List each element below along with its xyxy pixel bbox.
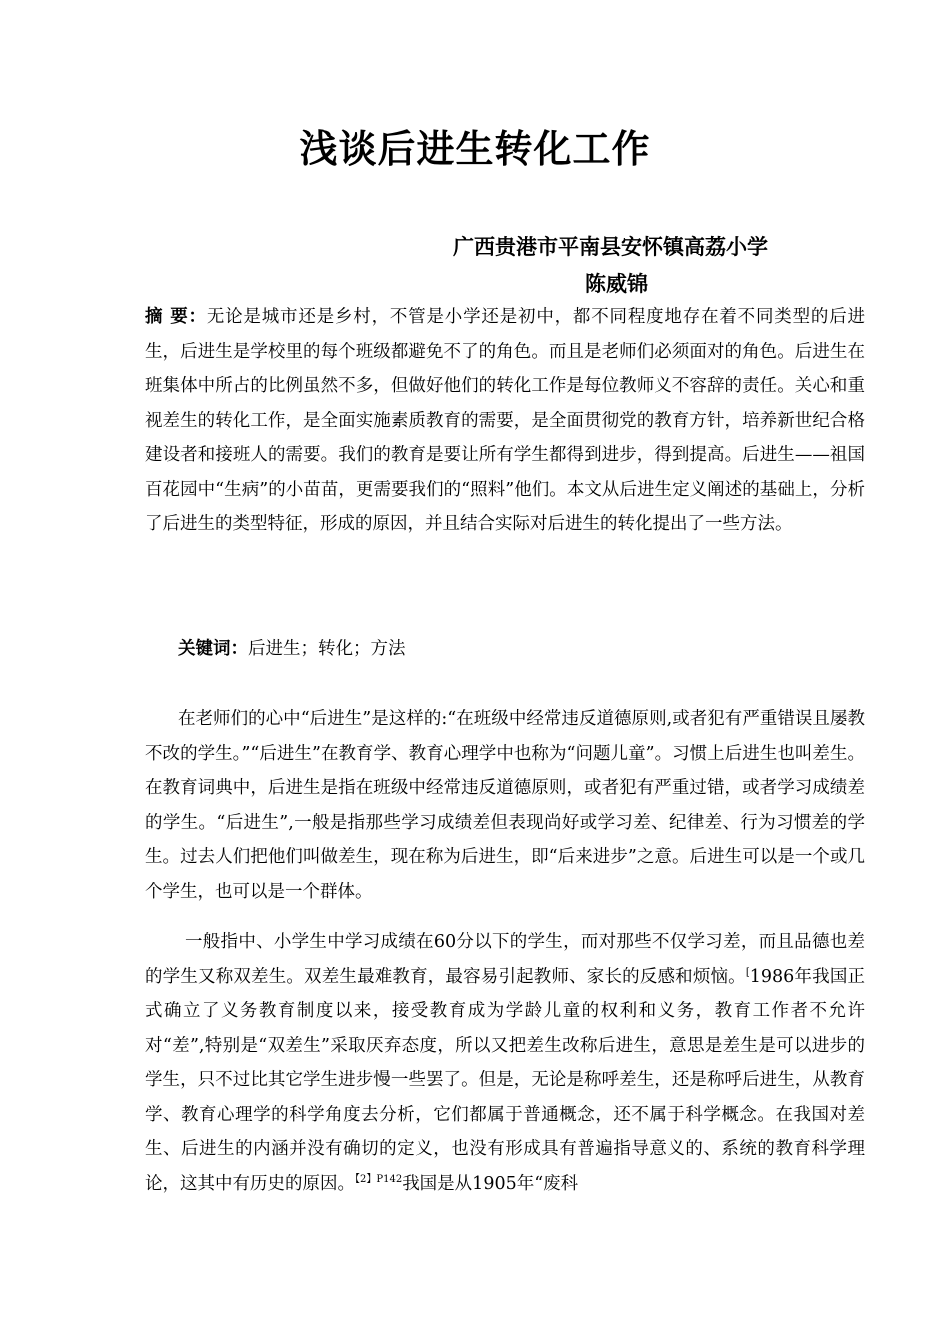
citation-mark-1: [ [745, 966, 750, 978]
abstract-label: 摘 要： [145, 307, 207, 327]
body-paragraph-2 [145, 925, 865, 1201]
abstract-text: 无论是城市还是乡村，不管是小学还是初中，都不同程度地存在着不同类型的后进生，后进生是学校里的每个班级都避免不了的角色。而且是老师们必须面对的角色。后进生在班集体中所占的比例虽然不多，但做好他们的转化工作是每位教师义不容辞的责任。关心和重视差生的转化工作，是全面实施素质教育的需要，是全面贯彻党的教育方针，培养新世纪合格建设者和接班人的需要。我们的教育是要让所有学生都得到进步，得到提高。后进生——祖国百花园中“生病”的小苗苗，更需要我们的“照料”他们。本文从后进生定义阐述的基础上，分析了后进生的类型特征，形成的原因，并且结合实际对后进生的转化提出了一些方法。 [145, 307, 866, 534]
abstract [145, 300, 865, 542]
author-affiliation: 广西贵港市平南县安怀镇高荔小学 [453, 235, 768, 259]
citation-mark-2: 【2】P142 [355, 1173, 403, 1185]
paragraph-2-text-c: 我国是从1905年“废科 [402, 1173, 579, 1194]
body-paragraph-1: 在老师们的心中“后进生”是这样的:“在班级中经常违反道德原则,或者犯有严重错误且屡教不改的学生。”“后进生”在教育学、教育心理学中也称为“问题儿童”。习惯上后进生也叫差生。在教育词典中，后进生是指在班级中经常违反道德原则，或者犯有严重过错，或者学习成绩差的学生。“后进生”,一般是指那些学习成绩差但表现尚好或学习差、纪律差、行为习惯差的学生。过去人们把他们叫做差生，现在称为后进生，即“后来进步”之意。后进生可以是一个或几个学生，也可以是一个群体。 [145, 709, 865, 902]
keywords-label: 关键词： [178, 639, 248, 659]
keywords [145, 632, 865, 667]
document-title: 浅谈后进生转化工作 [299, 127, 651, 171]
paragraph-2-text-a: 一般指中、小学生中学习成绩在60分以下的学生，而对那些不仅学习差，而且品德也差的学生又称双差生。双差生最难教育，最容易引起教师、家长的反感和烦恼。 [145, 932, 865, 987]
keywords-text: 后进生；转化；方法 [248, 639, 406, 659]
paragraph-2-text-b: 1986年我国正式确立了义务教育制度以来，接受教育成为学龄儿童的权利和义务，教育工作者不允许对“差”,特别是“双差生”采取厌弃态度，所以又把差生改称后进生，意思是差生是可以进步的学生，只不过比其它学生进步慢一些罢了。但是，无论是称呼差生，还是称呼后进生，从教育学、教育心理学的科学角度去分析，它们都属于普通概念，还不属于科学概念。在我国对差生、后进生的内涵并没有确切的定义，也没有形成具有普遍指导意义的、系统的教育科学理论，这其中有历史的原因。 [145, 966, 865, 1194]
author-name: 陈威锦 [585, 272, 648, 296]
